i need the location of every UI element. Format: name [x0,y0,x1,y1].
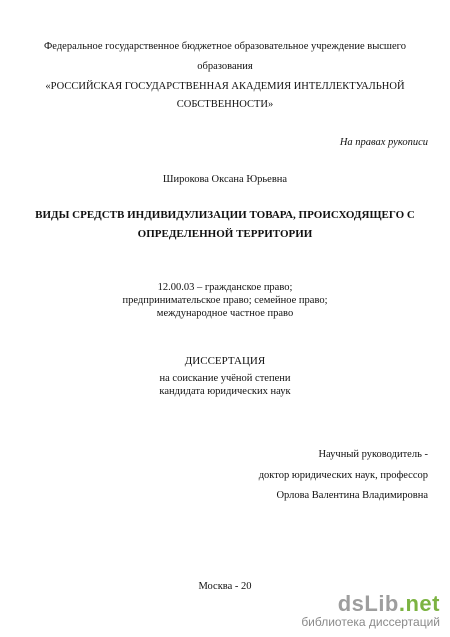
institution-line-3: «РОССИЙСКАЯ ГОСУДАРСТВЕННАЯ АКАДЕМИЯ ИНТЕЛЛЕКТУАЛЬНОЙ [45,81,405,92]
specialty-line-2: предпринимательское право; семейное право; [122,295,328,306]
dslib-logo-accent: .net [398,591,440,616]
degree-line-2: кандидата юридических наук [159,386,291,397]
dslib-watermark [301,593,440,629]
specialty-line-3: международное частное право [156,308,294,319]
place-year: Москва - 20 [198,581,252,592]
work-type: ДИССЕРТАЦИЯ [184,355,266,367]
degree-line-1: на соискание учёной степени [159,373,291,384]
dslib-subtitle: библиотека диссертаций [301,615,440,629]
author-name: Широкова Оксана Юрьевна [162,174,288,185]
institution-line-4: СОБСТВЕННОСТИ» [176,99,274,110]
institution-line-1: Федеральное государственное бюджетное образовательное учреждение высшего [44,41,406,52]
dslib-logo [301,593,440,615]
supervisor-name: Орлова Валентина Владимировна [276,490,428,501]
dslib-logo-main: dsLib [337,591,399,616]
dissertation-title-line-1: ВИДЫ СРЕДСТВ ИНДИВИДУЛИЗАЦИИ ТОВАРА, ПРОИСХОДЯЩЕГО С [35,209,415,221]
supervisor-title: доктор юридических наук, профессор [258,470,428,481]
supervisor-label: Научный руководитель - [318,449,428,460]
institution-line-2: образования [197,61,253,72]
dissertation-title-line-2: ОПРЕДЕЛЕННОЙ ТЕРРИТОРИИ [137,228,313,240]
specialty-line-1: 12.00.03 – гражданское право; [157,282,293,293]
rights-note: На правах рукописи [339,137,428,148]
